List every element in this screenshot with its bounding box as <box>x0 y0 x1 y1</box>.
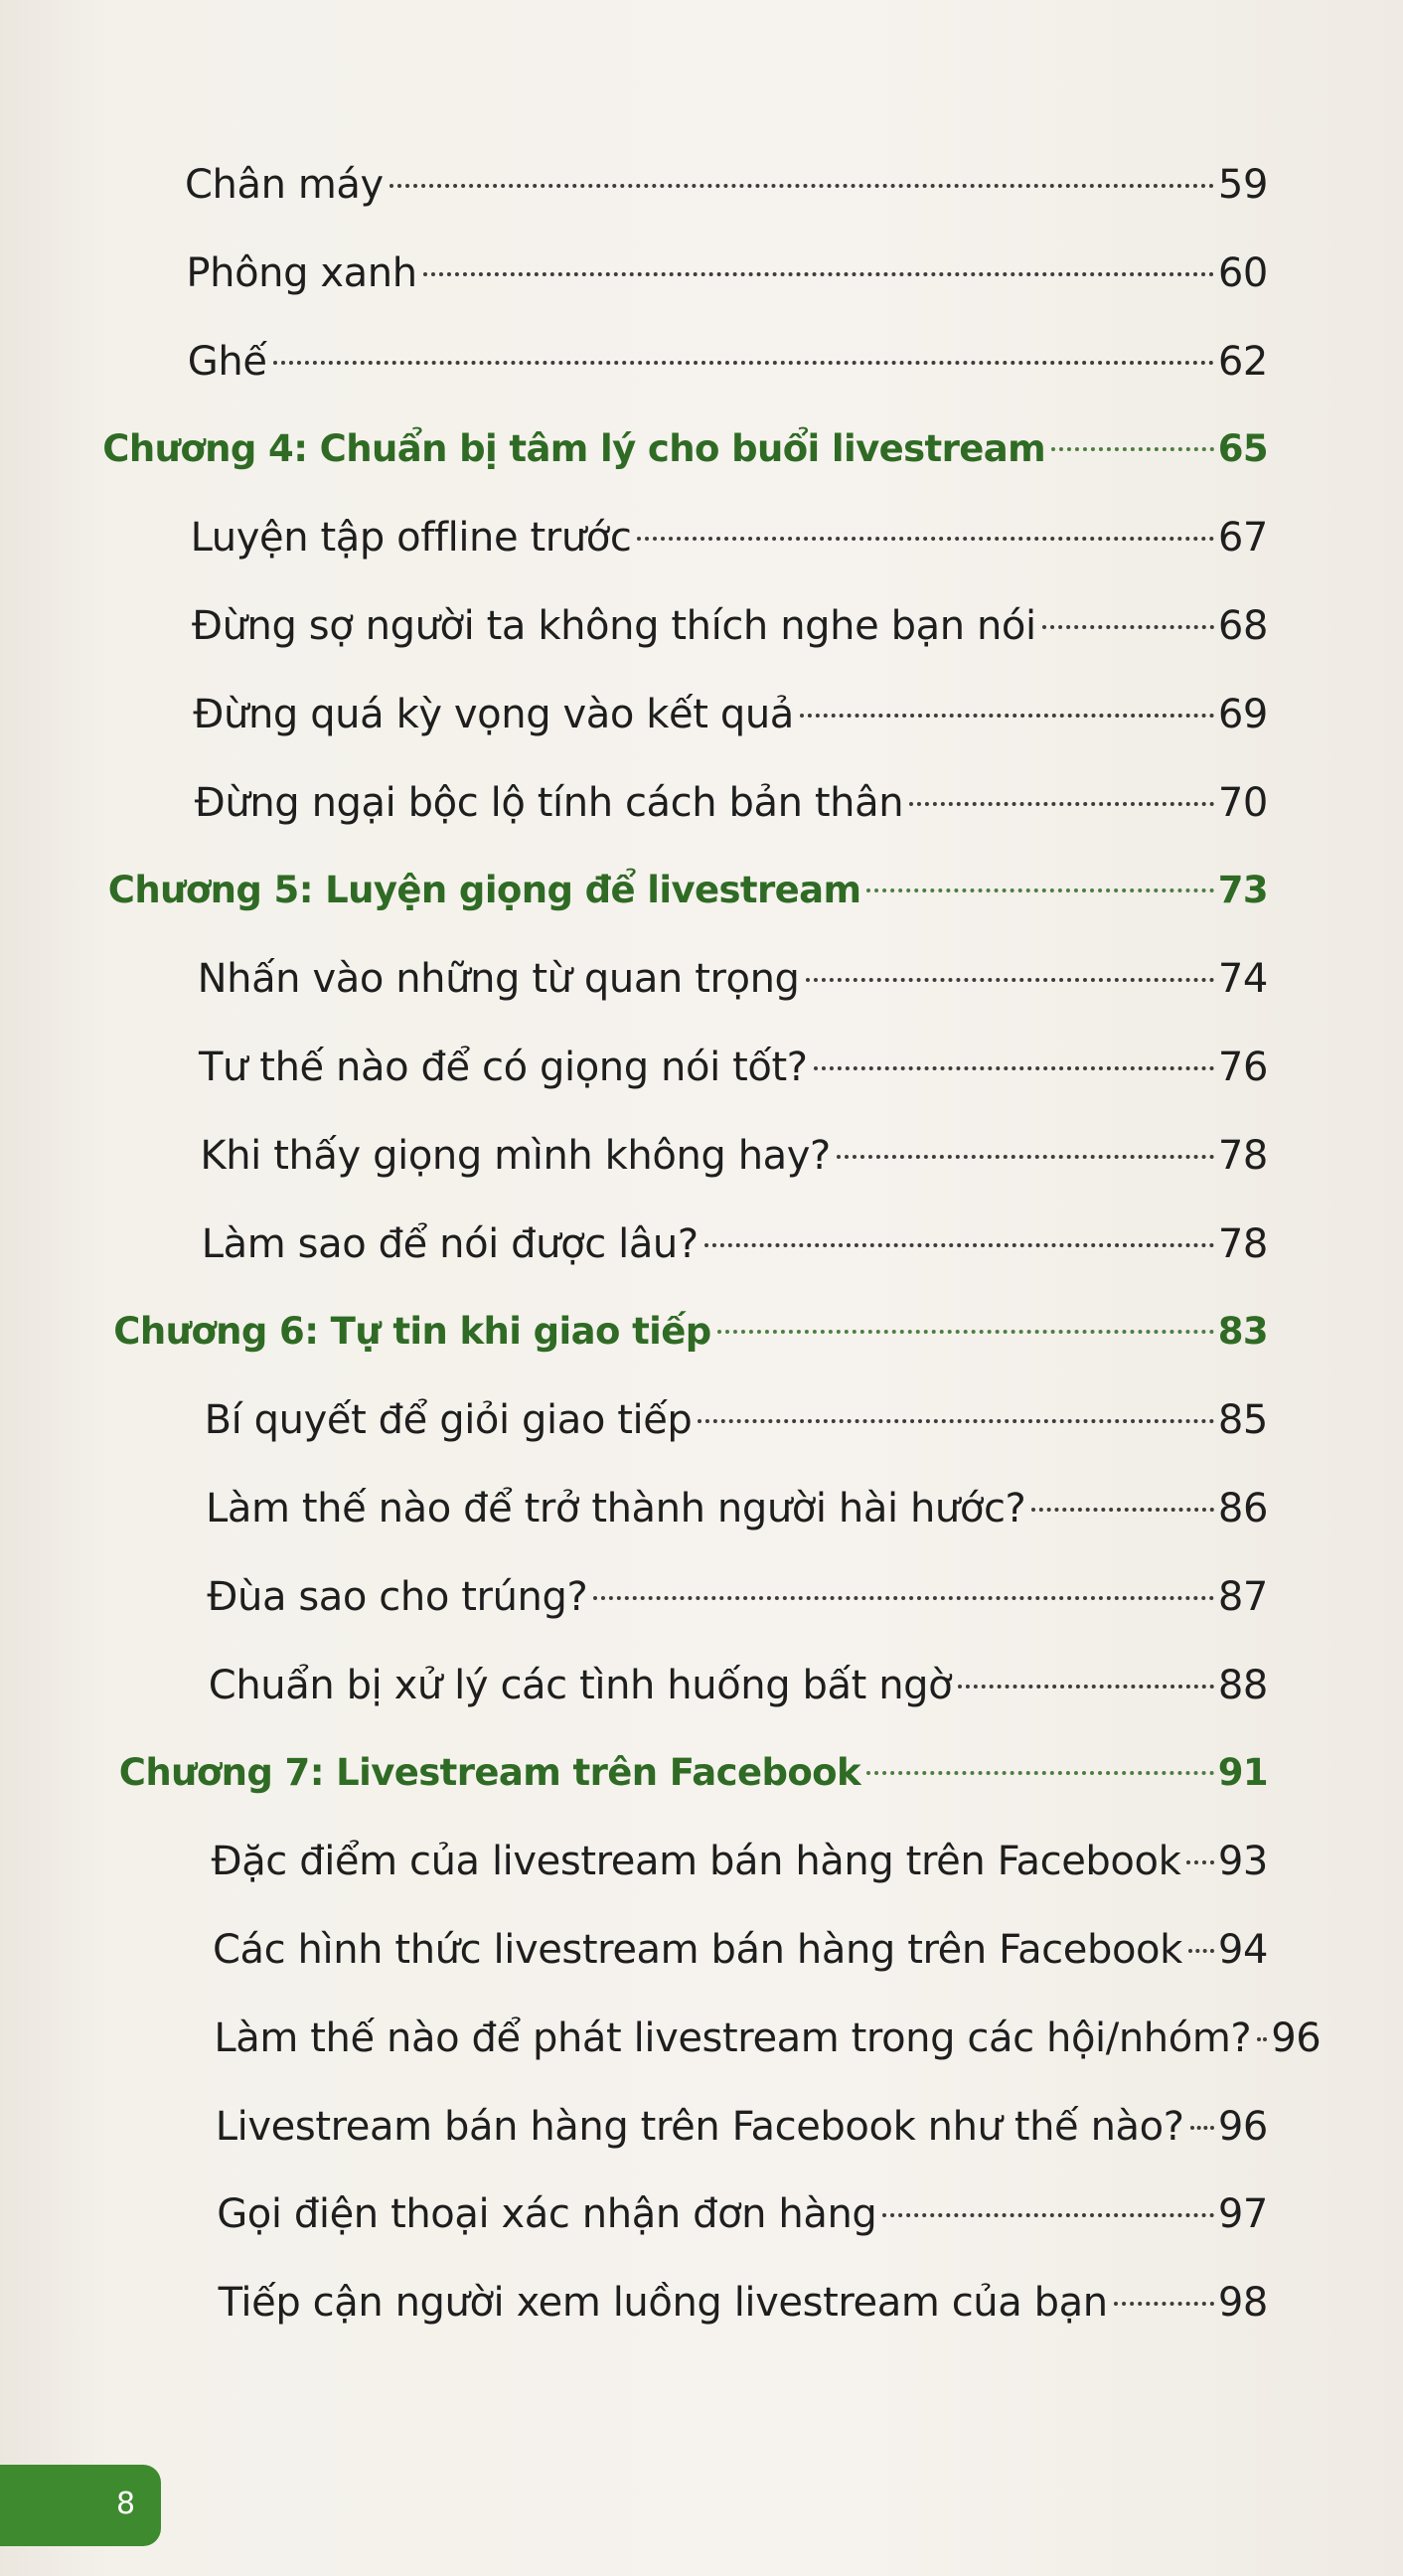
toc-section-row <box>213 1920 1268 1980</box>
toc-entry-page: 67 <box>1217 515 1268 562</box>
toc-entry-title: Gọi điện thoại xác nhận đơn hàng <box>217 2191 877 2238</box>
page-number: 8 <box>116 2487 136 2521</box>
toc-entry-title: Các hình thức livestream bán hàng trên Facebook <box>213 1927 1182 1973</box>
page-number-badge <box>0 2465 161 2546</box>
toc-entry-title: Phông xanh <box>186 249 417 296</box>
toc-entry-page: 74 <box>1217 956 1268 1003</box>
toc-entry-title: Chương 7: Livestream trên Facebook <box>118 1751 860 1795</box>
toc-entry-title: Chuẩn bị xử lý các tình huống bất ngờ <box>208 1662 953 1708</box>
toc-entry-page: 85 <box>1217 1397 1268 1444</box>
toc-section-row <box>193 685 1268 744</box>
toc-section-row <box>185 155 1268 215</box>
toc-section-row <box>219 2273 1268 2333</box>
toc-entry-title: Đừng sợ người ta không thích nghe bạn nói <box>192 603 1036 649</box>
toc-entry-page: 60 <box>1217 249 1268 296</box>
toc-chapter-row <box>119 1743 1268 1803</box>
dot-leader <box>837 1155 1214 1159</box>
toc-chapter-row <box>113 1302 1268 1362</box>
toc-entry-page: 86 <box>1217 1486 1268 1531</box>
toc-chapter-row <box>108 861 1268 920</box>
toc-entry-page: 70 <box>1217 779 1268 826</box>
toc-section-row <box>200 1126 1268 1186</box>
toc-entry-page: 76 <box>1217 1045 1268 1090</box>
toc-entry-page: 87 <box>1217 1573 1268 1620</box>
dot-leader <box>1114 2302 1214 2306</box>
toc-entry-title: Nhấn vào những từ quan trọng <box>197 956 800 1003</box>
toc-entry-title: Làm thế nào để phát livestream trong các hội/nhóm? <box>214 2014 1252 2061</box>
toc-entry-title: Làm thế nào để trở thành người hài hước? <box>206 1486 1026 1531</box>
dot-leader <box>806 978 1214 982</box>
dot-leader <box>866 1771 1214 1775</box>
toc-entry-title: Chương 4: Chuẩn bị tâm lý cho buổi livestream <box>102 427 1046 471</box>
toc-entry-page: 97 <box>1217 2191 1268 2238</box>
toc-section-row <box>216 2097 1268 2157</box>
dot-leader <box>390 184 1214 188</box>
dot-leader <box>866 888 1213 892</box>
toc-section-row <box>186 243 1268 303</box>
toc-section-row <box>214 2009 1322 2068</box>
toc-section-row <box>212 1832 1268 1891</box>
toc-entry-title: Bí quyết để giỏi giao tiếp <box>204 1397 693 1444</box>
toc-entry-title: Khi thấy giọng mình không hay? <box>200 1132 831 1179</box>
dot-leader <box>698 1419 1213 1423</box>
toc-section-row <box>207 1567 1268 1627</box>
dot-leader <box>909 802 1214 806</box>
dot-leader <box>704 1243 1214 1247</box>
dot-leader <box>1186 1860 1214 1864</box>
toc-section-row <box>199 1038 1268 1097</box>
toc-entry-page: 73 <box>1217 869 1268 912</box>
dot-leader <box>717 1330 1214 1334</box>
toc-section-row <box>217 2184 1268 2244</box>
toc-entry-page: 96 <box>1271 2014 1322 2061</box>
toc-entry-title: Chương 5: Luyện giọng để livestream <box>107 869 861 912</box>
toc-entry-title: Tiếp cận người xem luồng livestream của bạn <box>218 2280 1108 2327</box>
toc-chapter-row <box>102 419 1268 479</box>
toc-entry-title: Chân máy <box>185 162 384 208</box>
toc-entry-page: 93 <box>1217 1839 1268 1885</box>
toc-entry-page: 88 <box>1217 1662 1268 1708</box>
dot-leader <box>1031 1508 1214 1512</box>
dot-leader <box>1051 447 1214 451</box>
toc-entry-page: 65 <box>1217 427 1268 471</box>
toc-entry-page: 59 <box>1217 162 1268 208</box>
toc-section-row <box>188 332 1268 392</box>
toc-entry-page: 78 <box>1217 1220 1268 1267</box>
toc-section-row <box>205 1390 1268 1450</box>
toc-entry-page: 94 <box>1217 1927 1268 1973</box>
dot-leader <box>814 1066 1214 1070</box>
dot-leader <box>273 361 1214 365</box>
toc-entry-page: 98 <box>1217 2280 1268 2327</box>
dot-leader <box>593 1596 1214 1600</box>
dot-leader <box>800 714 1214 718</box>
toc-entry-page: 69 <box>1217 691 1268 737</box>
dot-leader <box>1257 2037 1267 2041</box>
dot-leader <box>637 537 1213 541</box>
dot-leader <box>1188 1949 1214 1953</box>
toc-entry-title: Ghế <box>187 338 267 385</box>
toc-section-row <box>202 1214 1268 1274</box>
toc-entry-title: Livestream bán hàng trên Facebook như thế nào? <box>215 2103 1184 2150</box>
toc-entry-page: 91 <box>1217 1751 1268 1795</box>
dot-leader <box>1190 2126 1214 2130</box>
dot-leader <box>958 1685 1214 1689</box>
toc-entry-title: Chương 6: Tự tin khi giao tiếp <box>113 1310 711 1354</box>
toc-entry-page: 78 <box>1217 1132 1268 1179</box>
toc-entry-page: 68 <box>1217 603 1268 649</box>
toc-section-row <box>195 773 1268 833</box>
toc-entry-title: Đừng ngại bộc lộ tính cách bản thân <box>194 779 904 826</box>
toc-entry-page: 83 <box>1217 1310 1268 1354</box>
toc-section-row <box>198 949 1268 1009</box>
toc-entry-page: 62 <box>1217 338 1268 385</box>
toc-section-row <box>209 1656 1268 1715</box>
toc-entry-title: Đùa sao cho trúng? <box>207 1573 588 1620</box>
toc-section-row <box>191 508 1268 567</box>
toc-entry-title: Làm sao để nói được lâu? <box>201 1220 699 1267</box>
dot-leader <box>882 2213 1213 2217</box>
dot-leader <box>423 272 1214 276</box>
toc-entry-title: Luyện tập offline trước <box>190 515 632 562</box>
toc-section-row <box>206 1479 1268 1538</box>
dot-leader <box>1042 625 1214 629</box>
toc-section-row <box>192 596 1268 656</box>
toc-entry-title: Đừng quá kỳ vọng vào kết quả <box>193 691 794 737</box>
toc-entry-title: Tư thế nào để có giọng nói tốt? <box>199 1045 808 1090</box>
toc-entry-page: 96 <box>1217 2103 1268 2150</box>
toc-entry-title: Đặc điểm của livestream bán hàng trên Facebook <box>211 1839 1181 1885</box>
